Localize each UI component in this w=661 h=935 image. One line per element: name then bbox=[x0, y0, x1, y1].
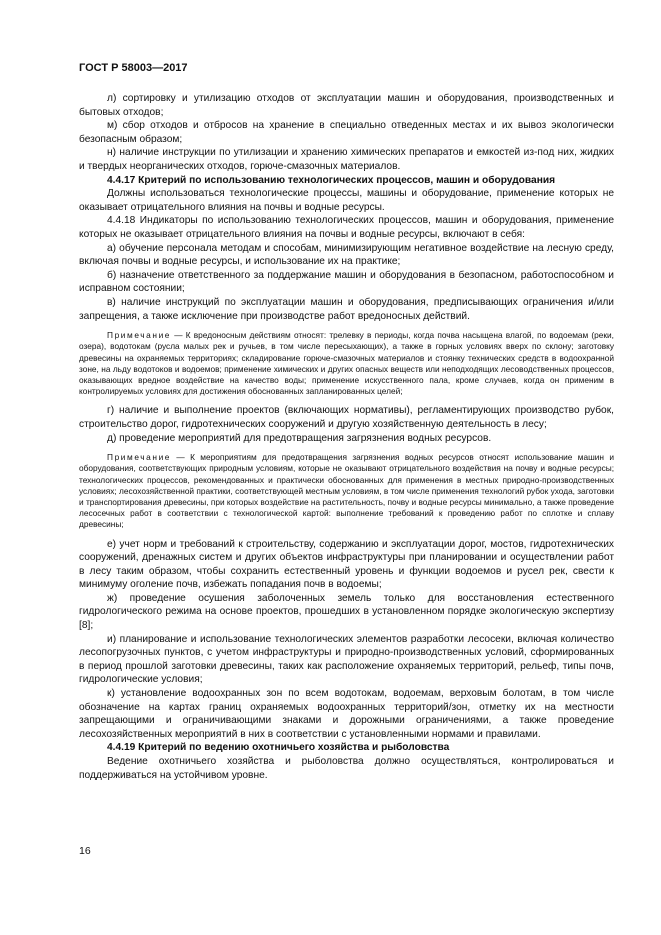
list-item-g: г) наличие и выполнение проектов (включающих нормативы), регламентирующих производство рубок, строительство дорог, гидротехнических сооружений и другую хозяйственную деятельность в лесу; bbox=[79, 405, 614, 430]
list-item-d: д) проведение мероприятий для предотвращения загрязнения водных ресурсов. bbox=[107, 432, 492, 444]
section-heading-4-4-17: 4.4.17 Критерий по использованию технологических процессов, машин и оборудования bbox=[107, 174, 556, 186]
note-1 bbox=[79, 330, 614, 397]
list-item-b: б) назначение ответственного за поддержание машин и оборудования в безопасном, работоспособном и исправном состоянии; bbox=[79, 269, 614, 295]
note-2 bbox=[79, 452, 614, 530]
note-label: Примечание bbox=[107, 330, 172, 341]
list-item-m: м) сбор отходов и отбросов на хранение в специально отведенных местах и их вывоз экологически безопасным образом; bbox=[79, 120, 614, 145]
document-body bbox=[79, 92, 614, 782]
section-heading-4-4-19: 4.4.19 Критерий по ведению охотничьего хозяйства и рыболовства bbox=[107, 742, 450, 754]
page-number: 16 bbox=[79, 845, 91, 857]
list-item-zh: ж) проведение осушения заболоченных земель только для восстановления естественного гидрологического режима на основе проектов, прошедших в установленном порядке экологическую экспертизу [8]; bbox=[79, 592, 614, 632]
note-label: Примечание bbox=[107, 452, 172, 463]
paragraph-4-4-18: 4.4.18 Индикаторы по использованию технологических процессов, машин и оборудования, применение которых не оказывает отрицательного влияния на почвы и водные ресурсы, включают в себя: bbox=[79, 215, 614, 240]
list-item-l: л) сортировку и утилизацию отходов от эксплуатации машин и оборудования, производственных и бытовых отходов; bbox=[79, 93, 614, 118]
list-item-a: а) обучение персонала методам и способам, минимизирующим негативное воздействие на лесную среду, включая почвы и водные ресурсы, и использование их на практике; bbox=[79, 242, 614, 268]
list-item-i: и) планирование и использование технологических элементов разработки лесосеки, включая количество лесопогрузочных пунктов, с учетом инфраструктуры и природно-производственных условий, сформированных в период прошлой заготовки древесины, таких как расположение охраняемых территорий, рельеф, типы почв, гидрологические условия; bbox=[79, 633, 614, 686]
paragraph: Должны использоваться технологические процессы, машины и оборудование, применение которых не оказывает отрицательного влияния на почвы и водные ресурсы. bbox=[79, 188, 614, 213]
note-text: К вредоносным действиям относят: трелевку в периоды, когда почва насыщена влагой, по водоемам (реки, озера), водотокам (русла малых рек и ручьев, в том числе пересыхающих), а также в горных условиях вверх по склону; заготовку древесины на охраняемых территориях; складирование горюче-смазочных материалов и стоянку технических средств в водоохранной зоне, на льду водотоков и водоемов; применение химических и других опасных веществ или неподходящих лесоводственных процессов, оказывающих вредное воздействие на качество воды; применение искусственного пала, кроме случаев, когда он применим в контролируемых условиях для достижения обоснованных запланированных целей; bbox=[79, 330, 614, 397]
list-item-e: е) учет норм и требований к строительству, содержанию и эксплуатации дорог, мостов, гидротехнических сооружений, дренажных систем и других объектов инфраструктуры при планировании и осуществлении работ в лесу таким образом, чтобы сохранить естественный уровень и функции водоемов и русел рек, свести к минимуму оголение почв, избежать попадания почв в водоемы; bbox=[79, 538, 614, 591]
list-item-n: н) наличие инструкции по утилизации и хранению химических препаратов и емкостей из-под них, жидких и твердых неорганических отходов, горюче-смазочных материалов. bbox=[79, 147, 614, 172]
list-item-k: к) установление водоохранных зон по всем водотокам, водоемам, верховым болотам, в том числе обозначение на картах границ охраняемых водоохранных территорий/зон, отметку их на местности запрещающими и ограничивающими знаками и дорожными ограничениями, а также проведение лесохозяйственных мероприятий в них в соответствии с установленными нормами и правилами. bbox=[79, 688, 614, 740]
list-item-v: в) наличие инструкций по эксплуатации машин и оборудования, предписывающих ограничения и/или запрещения, а также исключение при производстве работ вредоносных действий. bbox=[79, 296, 614, 322]
paragraph: Ведение охотничьего хозяйства и рыболовства должно осуществляться, контролироваться и поддерживаться на устойчивом уровне. bbox=[79, 756, 614, 781]
note-text: К мероприятиям для предотвращения загрязнения водных ресурсов относят использование машин и оборудования, соответствующих природным условиям, которые не оказывают отрицательного воздействия на почву и водные ресурсы; технологических процессов, рекомендованных и практически обоснованных для применения в местных природно-производственных условиях; лесохозяйственной практики, соответствующей местным условиям, в том числе применения технологий рубок ухода, заготовки и транспортирования древесины, при которых воздействие на растительность, почву и водные ресурсы минимально, а также проведение лесосечных работ в соответствии с технологической картой: выполнение требований к проведению работ по сплотке и сплаву древесины; bbox=[79, 452, 614, 530]
document-header: ГОСТ Р 58003—2017 bbox=[79, 62, 188, 74]
note-dash: — bbox=[171, 452, 191, 463]
note-dash: — bbox=[171, 330, 186, 341]
